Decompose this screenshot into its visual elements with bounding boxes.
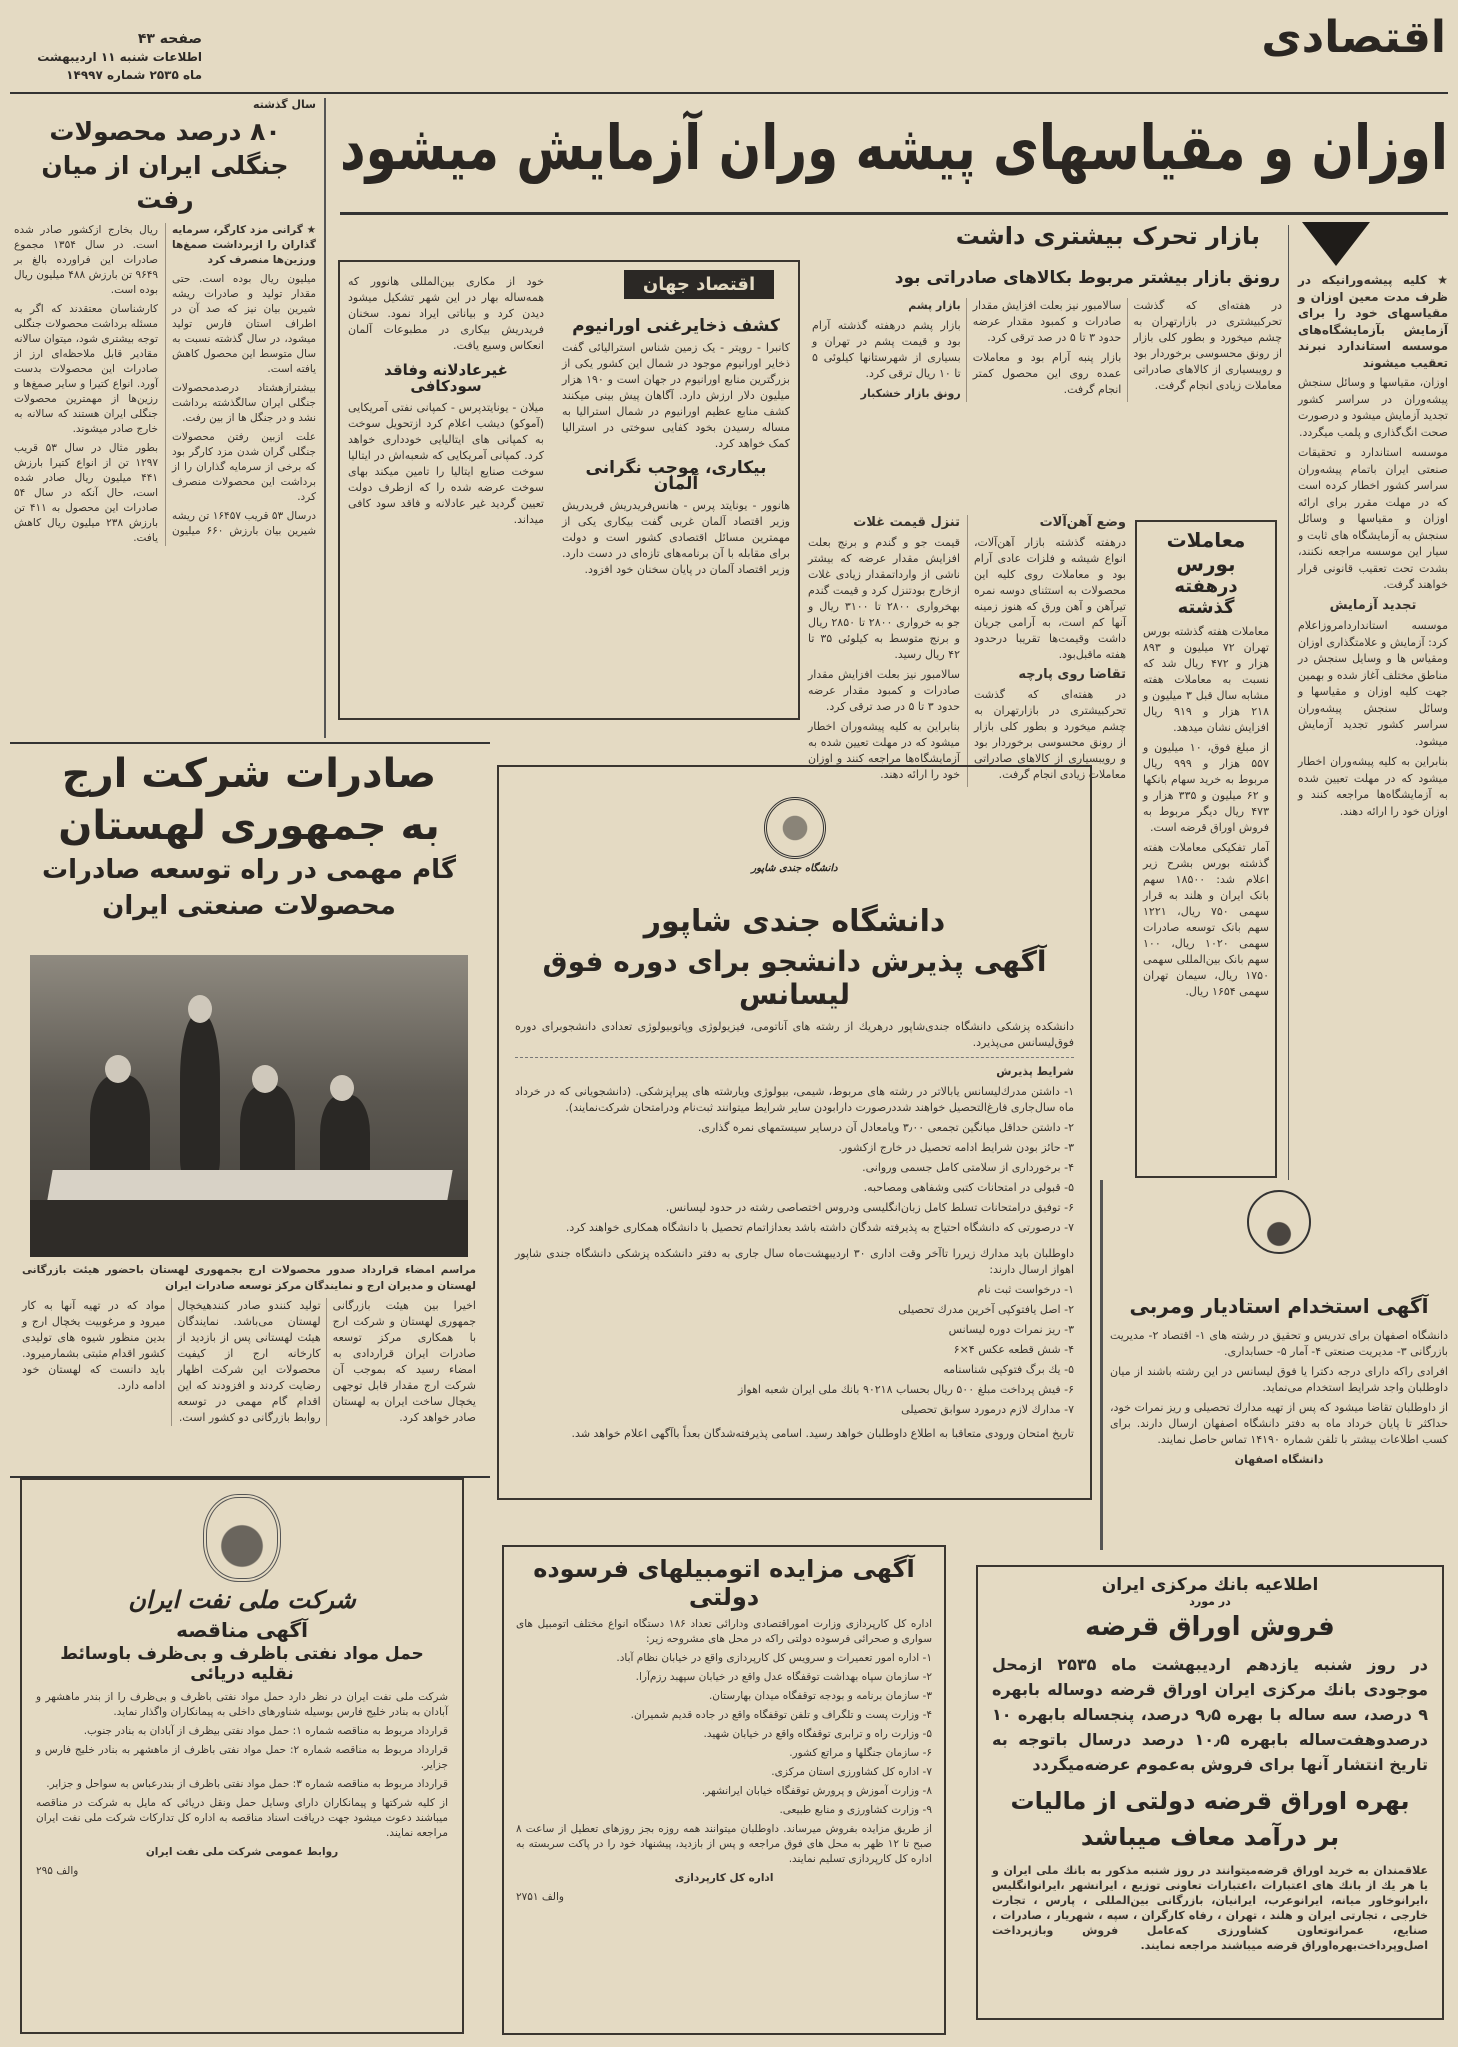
- paragraph: بازار پشم درهفته گذشته آرام بود و قیمت پشم در تهران و بسیاری از شهرستانها کیلوئی ۵ تا ۱۰ ریال ترقی کرد.: [812, 319, 961, 380]
- forest-kicker: سال گذشته: [252, 98, 316, 111]
- location-item: ۹- وزارت کشاورزی و منابع طبیعی.: [779, 1804, 932, 1816]
- location-item: ۲- سازمان سپاه بهداشت توقفگاه عدل واقع در خیابان سپهبد رزم‌آرا.: [635, 1671, 932, 1683]
- condition-item: ۲- داشتن حداقل میانگین تجمعی ۳٫۰۰ ویامعادل آن درسایر سیستمهای نمره گذاری.: [697, 1121, 1074, 1134]
- location-item: ۵- وزارت راه و ترابری توقفگاه واقع در خیابان شهید.: [703, 1728, 932, 1740]
- paragraph: قیمت جو و گندم و برنج بعلت افزایش مقدار عرضه که بیشتر ناشی از وارداتمقدار زیادی غلات ازخارج بودتنزل کرد و قیمت گندم بهخرواری ۲۸۰۰ تا ۳۱۰۰ ریال و جو به خرواری ۲۸۰۰ تا ۲۸۵۰ ریال و برنج متوسط به کیلوئی ۳۵ تا ۴۲ ریال رسید.: [808, 536, 961, 661]
- nioc-logo-icon: [203, 1494, 281, 1582]
- market-subhead-item: بازار پشم: [908, 299, 961, 312]
- paragraph: بیشترازهشتاد درصدمحصولات جنگلی ایران سالگذشته برداشت نشد و در جنگل ها از بین رفت.: [172, 382, 316, 424]
- market-subhead-item: تقاضا روی پارچه: [1018, 667, 1126, 682]
- page-number: صفحه ۴۳: [137, 31, 202, 47]
- paragraph: قرارداد مربوط به مناقصه شماره ۳: حمل مواد نفتی باظرف از بندرعباس به سواحل و جزایر.: [46, 1778, 448, 1790]
- condition-item: ۶- توفیق درامتحانات تسلط کامل زبان‌انگلیسی ودروس اختصاصی رشته در حدود لیسانس.: [665, 1201, 1074, 1214]
- condition-item: ۵- قبولی در امتحانات کتبی وشفاهی ومصاحبه.: [863, 1181, 1074, 1194]
- paragraph: از مبلغ فوق، ۱۰ میلیون و ۵۵۷ هزار و ۹۹۹ ریال مربوط به خرید سهام بانکها و ۶۲ میلیون و ۳۳۵ هزار و ۴۷۳ ریال دیگر مربوط به فروش اوراق قرضه است.: [1143, 741, 1269, 834]
- ad-intro: دانشکده پزشکی دانشگاه جندی‌شاپور درهریك از رشته های آناتومی، فیزیولوژی وپاتوبیولوژی تعدادی دانشجوبرای دوره فوق‌لیسانس می‌پذیرد.: [515, 1019, 1074, 1058]
- condition-item: ۱- داشتن مدرك‌لیسانس یابالاتر در رشته های مربوط، شیمی، بیولوژی ویارشته های پیراپزشکی. (دانشجویانی که در خرداد ماه سال‌جاری فارغ‌التحصیل خواهند شددرصورت دارابودن سایر شرایط میتوانند ثبت‌نام ودرامتحان شرکت‌نمایند).: [515, 1085, 1074, 1114]
- lead-story-body: [1298, 272, 1448, 824]
- market-subhead-item: وضع آهن‌آلات: [1039, 515, 1126, 530]
- section-logo: اقتصادی: [1261, 12, 1446, 63]
- nioc-footer: روابط عمومی شرکت ملی نفت ایران: [145, 1846, 339, 1858]
- nioc-subtitle: حمل مواد نفتی باظرف و بی‌ظرف باوسائط نقلیه دریائی: [60, 1644, 424, 1684]
- market-subhead-item: رونق بازار خشکبار: [860, 387, 961, 400]
- bank-emphasis-2: بر درآمد معاف میباشد: [1080, 1823, 1340, 1851]
- doc-item: ۳- ریز نمرات دوره لیسانس: [948, 1323, 1074, 1336]
- doc-item: ۴- شش قطعه عکس ۴×۶: [953, 1343, 1074, 1356]
- paragraph: تولید کنندو صادر کنندهیخچال لهستان می‌باشد. نمایندگان هیئت لهستانی پس از بازدید از کارخانه ارج از کیفیت محصولات این شرکت اظهار رضایت کردند و افزودند که این اقدام گام مهمی در توسعه روابط بازرگانی دو کشور است.: [177, 1299, 321, 1424]
- paragraph: موسسه استانداردامروزاعلام کرد: آزمایش و علامتگذاری اوزان ومقیاس ها و وسایل سنجش در مناطق مختلف آغاز شده و بهمین جهت کلیه اوزان و مقیاسها و وسائل سنجش پیشه‌وران سراسر کشور تجدید آزمایش میشود.: [1298, 619, 1448, 748]
- arj-story: [14, 748, 484, 924]
- paragraph: کارشناسان معتقدند که اگر به مسئله برداشت محصولات جنگلی توجه بیشتری شود، میتوان سالانه مقادیر قابل ملاحظه‌ای ارز از صادرات این محصولات بدست آورد. انواع کتیرا و سایر صمغ‌ها و رزین‌ها از مهمترین محصولات جنگلی ایران هستند که سالانه به خارج صادر میشوند.: [14, 303, 158, 435]
- location-item: ۴- وزارت پست و تلگراف و تلفن توقفگاه واقع در جاده قدیم شمیران.: [630, 1709, 932, 1721]
- location-item: ۱- اداره امور تعمیرات و سرویس کل کارپردازی واقع در خیابان نظام آباد.: [616, 1652, 932, 1664]
- arj-headline-1: صادرات شرکت ارج: [61, 751, 437, 797]
- bourse-box: [1135, 520, 1277, 1178]
- location-item: ۶- سازمان جنگلها و مراتع کشور.: [789, 1747, 932, 1759]
- conditions-title: شرایط پذیرش: [996, 1065, 1074, 1078]
- arj-subhead-1: گام مهمی در راه توسعه صادرات: [41, 855, 457, 885]
- paragraph: آمار تفکیکی معاملات هفته گذشته بورس بشرح زیر اعلام شد: ۱۸۵۰۰ سهم بانک ایران و هلند به قرار سهمی ۷۵۰ ریال، ۱۲۲۱ سهم بانک توسعه صادرات سهمی ۱۰۲۰ ریال، ۱۰۰ سهم بانک بین‌المللی سهمی ۱۷۵۰ ریال، سیمان تهران سهمی ۱۶۵۴ ریال.: [1143, 841, 1270, 998]
- paragraph: قرارداد مربوط به مناقصه شماره ۲: حمل مواد نفتی باظرف از ماهشهر به بنادر خلیج فارس و جزایر.: [36, 1744, 448, 1771]
- folio: [22, 30, 202, 84]
- nioc-code: والف ۲۹۵: [36, 1865, 79, 1877]
- university-seal-icon: [764, 797, 826, 859]
- column-divider: [1100, 1180, 1103, 1550]
- forest-bullet: ★ گرانی مزد کارگر، سرمایه گذاران را ازبرداشت صمغ‌ها ورزین‌ها منصرف کرد: [172, 224, 316, 266]
- docs-intro: داوطلبان باید مدارك زیررا تاآخر وقت اداری ۳۰ اردیبهشت‌ماه سال جاری به دفتر دانشکده پزشکی دانشگاه جندی شاپور اهواز ارسال دارند:: [515, 1247, 1074, 1276]
- paragraph: دانشگاه اصفهان برای تدریس و تحقیق در رشته های ۱- اقتصاد ۲- مدیریت بازرگانی ۳- مدیریت صنعتی ۴- آمار ۵- حسابداری.: [1110, 1329, 1448, 1358]
- forest-body: [14, 223, 316, 546]
- market-body-lower: [808, 515, 1126, 787]
- headline-rule: [340, 212, 1448, 215]
- auction-code: والف ۲۷۵۱: [516, 1891, 564, 1903]
- paragraph: معاملات هفته گذشته بورس تهران ۷۲ میلیون و ۸۹۳ هزار و ۴۷۲ ریال شد که نسبت به معاملات هفته مشابه سال قبل ۳ میلیون و ۲۱۸ هزار و ۹۱۹ ریال افزایش نشان میدهد.: [1143, 625, 1269, 734]
- bank-body: در روز شنبه یازدهم اردیبهشت ماه ۲۵۳۵ ازمحل موجودی بانك مركزی ایران اوراق قرضه دوساله بابهره ۹ درصد، سه ساله با بهره ۹٫۵ درصد، پنجساله بابهره ۱۰ درصدوهفت‌ساله بابهره ۱۰٫۵ درصد درسال باتوجه به تاریخ انتشار آنها برای فروش به‌عموم عرضه‌میگردد: [992, 1655, 1429, 1774]
- main-headline-container: [340, 98, 1448, 198]
- location-item: ۸- وزارت آموزش و پرورش توقفگاه خیابان ایرانشهر.: [701, 1785, 932, 1797]
- nioc-ad: [20, 1478, 464, 2034]
- bank-subject: فروش اوراق قرضه: [1085, 1612, 1335, 1642]
- doc-item: ۲- اصل یافتوکپی آخرین مدرك تحصیلی: [898, 1303, 1074, 1316]
- paragraph: از داوطلبان تقاضا میشود که پس از تهیه مدارك تحصیلی و ریز نمرات خود، حداکثر تا پایان خرداد ماه به دفتر دانشگاه اصفهان ارسال دارند. برای کسب اطلاعات بیشتر با تلفن شماره ۱۴۱۹۰ تماس حاصل نمایند.: [1110, 1401, 1448, 1446]
- world-headline: غیرعادلانه وفاقد سودکافی: [384, 361, 508, 395]
- issue-line: ماه ۲۵۳۵ شماره ۱۴۹۹۷: [66, 68, 202, 82]
- market-headline: بازار تحرک بیشتری داشت: [955, 222, 1260, 250]
- doc-item: ۱- درخواست ثبت نام: [977, 1283, 1074, 1296]
- paragraph: سالامبور نیز بعلت افزایش مقدار صادرات و کمبود مقدار عرضه حدود ۳ تا ۵ در صد ترقی کرد.: [972, 299, 1122, 344]
- world-headline: کشف ذخایرغنی اورانیوم: [572, 316, 780, 336]
- column-divider: [324, 98, 326, 738]
- auction-signature: اداره کل کارپردازی: [674, 1872, 774, 1884]
- world-headline: بیکاری، موجب نگرانی آلمان: [585, 458, 767, 494]
- paragraph: مواد که در تهیه آنها به کار میرود و مرغوبیت یخچال ارج و بدین منظور شیوه های تولیدی کشور اقدام مثبتی بشمارمیرود. باید دانست که لهستان خود ادامه دارد.: [22, 1299, 166, 1392]
- paragraph: در هفته‌ای که گذشت تحرکبیشتری در بازارتهران به چشم میخورد و بطور کلی بازار از رونق محسوسی برخوردار بود و رویبسیاری از کالاهای صادراتی معاملات زیادی انجام گرفت.: [974, 688, 1126, 781]
- date-line: اطلاعات شنبه ۱۱ اردیبهشت: [37, 50, 202, 64]
- bourse-title: معاملات بورس: [1166, 528, 1246, 576]
- column-divider: [1288, 225, 1289, 1180]
- doc-item: ۶- فیش پرداخت مبلغ ۵۰۰ ریال بحساب ۹۰۲۱۸ بانك ملی ایران شعبه اهواز: [738, 1383, 1074, 1396]
- auction-title: آگهی مزایده اتومبیلهای فرسوده دولتی: [533, 1555, 915, 1611]
- bank-footer: علاقمندان به خرید اوراق قرضه‌میتوانند در روز شنبه مذکور به بانك ملی ایران و یا هر یك از بانك های اعتبارات ،اعتبارات تعاونی توزیع ، ایرانشهر ،ایرانوانگلیس ،ایرانوخاور میانه، ایرانوعرب، ایرانیان، بازرگانی بین‌المللی ، پارس ، تجارت خارجی ، تجارتی ایران و هلند ، تهران ، رفاه کارگران ، سپه ، شهریار ، صادرات ، صنایع، عمرانوتعاون کشاورزی که‌عامل فروش وبازپرداخت اصل‌وپرداخت‌بهره‌اوراق قرضه میباشند مراجعه نمایند.: [992, 1864, 1428, 1952]
- paragraph: اخیرا بین هیئت بازرگانی جمهوری لهستان و شرکت ارج با همکاری مرکز توسعه صادرات ایران قراردادی به امضاء رسید که بموجب آن شرکت ارج مقدار قابل توجهی یخچال ساخت ایران به لهستان صادر خواهد کرد.: [332, 1299, 476, 1424]
- paragraph: قرارداد مربوط به مناقصه شماره ۱: حمل مواد نفتی بیظرف از آبادان به بنادر جنوب.: [83, 1725, 448, 1737]
- paragraph: اداره کل کارپردازی وزارت اموراقتصادی ودارائی تعداد ۱۸۶ دستگاه انواع مختلف اتومبیل های سواری و صحرائی فرسوده دولتی راکه در محل های مشروحه زیر:: [516, 1618, 932, 1645]
- paragraph: از طریق مزایده بفروش میرساند. داوطلبان میتوانند همه روزه بجز روزهای تعطیل از ساعت ۸ صبح تا ۱۲ ظهر به محل های فوق مراجعه و پس از بازدید، پیشنهاد خود را در پاکت سربسته به اداره کل کارپردازی تسلیم نمایند.: [516, 1823, 932, 1865]
- paragraph: خود از مکاری بین‌المللی هانوور که همه‌ساله بهار در این شهر تشکیل میشود دیدن کرد و بیاناتی ایراد نمود. سخنان فریدریش بیکاری در مطبوعات آلمان انعکاس وسیع یافت.: [348, 275, 544, 352]
- lead-subhead: تجدید آزمایش: [1329, 597, 1417, 613]
- arj-subhead-2: محصولات صنعتی ایران: [102, 891, 396, 921]
- nioc-title: آگهی مناقصه: [176, 1618, 308, 1642]
- paragraph: میلان - یونایتدپرس - کمپانی نفتی آمریکایی (آموکو) دیشب اعلام کرد ازتحویل سوخت به کمپانی های ایتالیایی خودداری خواهد کرد. کمپانی آمریکایی که شعبه‌اش در ایتالیا سوخت صنایع ایتالیا را تامین میکند بهای سوخت عرضه شده را که ازطرف دولت تعیین گردید غیر عادلانه و فاقد سود کافی میداند.: [348, 401, 544, 526]
- arj-headline-2: به جمهوری لهستان: [58, 803, 440, 849]
- paragraph: درهفته گذشته بازار آهن‌آلات، انواع شیشه و فلزات عادی آرام بود و معاملات روی کلیه این محصولات به استثنای دوسه نمره تیرآهن و آهن ورق که هنوز زمینه آنها کم است، به آرامی جریان داشت وقیمت‌ها تقریبا درحدود هفته ماقبل‌بود.: [974, 536, 1126, 661]
- condition-item: ۳- حائز بودن شرایط ادامه تحصیل در خارج ازکشور.: [838, 1141, 1074, 1154]
- bank-emphasis-1: بهره اوراق قرضه دولتی از مالیات: [1010, 1787, 1410, 1815]
- section-rule: [10, 742, 490, 744]
- nioc-company-name: شرکت ملی نفت ایران: [128, 1586, 356, 1614]
- paragraph: علت ازبین رفتن محصولات جنگلی گران شدن مزد کارگر بود که برخی از سرمایه گذاران را از برداشت این محصولات منصرف کرد.: [172, 431, 316, 503]
- ad-title: دانشگاه جندی شاپور: [643, 904, 946, 939]
- paragraph: هانوور - یونایتد پرس - هانس‌فریدریش فریدریش وزیر اقتصاد آلمان غربی گفت بیکاری یکی از مهمترین مسائل اقتصادی کشور است و دولت برای مقابله با آن برنامه‌های تازه‌ای در دست دارد. وزیر اقتصاد آلمان در پایان سخنان خود افزود.: [562, 499, 790, 576]
- condition-item: ۴- برخورداری از سلامتی کامل جسمی وروانی.: [862, 1161, 1074, 1174]
- paragraph: در هفته‌ای که گذشت تحرکبیشتری در بازارتهران به چشم میخورد و بطور کلی بازار از رونق محسوسی برخوردار بود و رویبسیاری از کالاهای صادراتی معاملات زیادی انجام گرفت.: [1133, 299, 1282, 392]
- doc-item: ۷- مدارك لازم درمورد سوابق تحصیلی: [901, 1403, 1074, 1416]
- location-item: ۳- سازمان برنامه و بودجه توقفگاه میدان بهارستان.: [708, 1690, 932, 1702]
- market-body: [812, 298, 1282, 402]
- down-arrow-icon: [1302, 222, 1370, 266]
- market-subhead-item: تنزل قیمت غلات: [853, 515, 960, 530]
- paragraph: بطور مثال در سال ۵۳ قریب ۱۲۹۷ تن از انواع کتیرا بارزش ۴۴۱ میلیون ریال صادر شده است، حال آنکه در سال ۵۴ صادرات این محصول به ۴۱۱ تن بارزش ۲۳۸ میلیون ریال کاهش یافت.: [14, 442, 158, 544]
- forest-story: [14, 98, 316, 546]
- paragraph: موسسه استاندارد و تحقیقات صنعتی ایران باتمام پیشه‌وران سراسر کشور اخطار کرده است که در مهلت مقرر برای ارائه اوزان و مقیاسها و وسائل سنجش به آزمایشگاه های ثابت و سیار این موسسه مراجعه نکنند، بشدت تحت تعقیب قانونی قرار خواهند گرفت.: [1298, 446, 1448, 591]
- world-economy-box: [338, 260, 800, 720]
- forest-headline: ۸۰ درصد محصولات جنگلی ایران از میان رفت: [41, 117, 289, 214]
- paragraph: بازار پنبه آرام بود و معاملات عمده روی این محصول کمتر انجام گرفت.: [972, 351, 1122, 396]
- bank-title: اطلاعیه بانك مركزی ایران: [1101, 1575, 1319, 1595]
- bourse-subtitle: درهفته گذشته: [1174, 576, 1238, 618]
- paragraph: بنابراین به کلیه پیشه‌وران اخطار میشود که در مهلت تعیین شده به آزمایشگاه‌ها مراجعه کنند و اوزان خود را ارائه دهند.: [808, 720, 960, 781]
- paragraph: سالامبور نیز بعلت افزایش مقدار صادرات و کمبود مقدار عرضه حدود ۳ تا ۵ در صد ترقی کرد.: [808, 668, 960, 713]
- jundishapur-ad: [497, 765, 1092, 1500]
- paragraph: از کلیه شرکتها و پیمانکاران دارای وسایل حمل ونقل دریائی که مایل به شرکت در مناقصه میباشند دعوت میشود جهت دریافت اسناد مناقصه به اداره کل تدارکات شرکت ملی نفت ایران مراجعه نمایند.: [36, 1797, 448, 1839]
- seal-caption: دانشگاه جندی شاپور: [751, 863, 838, 874]
- doc-item: ۵- یك برگ فتوکپی شناسنامه: [943, 1363, 1074, 1376]
- paragraph: شرکت ملی نفت ایران در نظر دارد حمل مواد نفتی باظرف و بی‌ظرف را از بندر ماهشهر و آبادان به بنادر خلیج فارس بوسیله شناورهای داخلی به پیمانکاران واگذار نماید.: [36, 1691, 448, 1718]
- ad-footer: تاریخ امتحان ورودی متعاقبا به اطلاع داوطلبان خواهد رسید. اسامی پذیرفته‌شدگان بعداً باآگهی اعلام خواهد شد.: [571, 1427, 1074, 1440]
- bank-about: در مورد: [1189, 1595, 1231, 1608]
- auction-ad: [502, 1545, 946, 2035]
- paragraph: اوزان، مقیاسها و وسائل سنجش پیشه‌وران در سراسر کشور تجدید آزمایش میشود و درصورت صحت انگ‌گذاری و پلمب میگردد.: [1298, 376, 1448, 439]
- isfahan-signature: دانشگاه اصفهان: [1234, 1453, 1324, 1466]
- paragraph: درسال ۵۳ قریب ۱۶۴۵۷ تن ریشه شیرین بیان بارزش ۶۶۰ میلیون ریال بخارج ازکشور صادر شده است. در سال ۱۳۵۴ مجموع صادرات این فراورده بالغ بر ۹۶۴۹ تن بارزش ۴۸۸ میلیون ریال بوده است.: [14, 224, 316, 537]
- condition-item: ۷- درصورتی که دانشگاه احتیاج به پذیرفته شدگان داشته باشد بعدازاتمام تحصیل با دانشگاه همکاری خواهند کرد.: [565, 1221, 1074, 1234]
- paragraph: افرادی راکه دارای درجه دکترا یا فوق لیسانس در این رشته باشند از میان داوطلبان واجد شرایط استخدام می‌نماید.: [1110, 1365, 1448, 1394]
- signing-ceremony-photo: [30, 955, 468, 1257]
- ad-subtitle: آگهی پذیرش دانشجو برای دوره فوق لیسانس: [542, 945, 1047, 1011]
- market-subhead: رونق بازار بیشتر مربوط بکالاهای صادراتی بود: [894, 268, 1280, 288]
- world-section-label: اقتصاد جهان: [624, 270, 774, 299]
- central-bank-ad: [976, 1565, 1444, 2020]
- paragraph: میلیون ریال بوده است. حتی مقدار تولید و صادرات ریشه شیرین بیان نیز که صد آن در اطراف استان فارس تولید میشود، در سال گذشته نسبت به سال متوسط این محصول کاهش یافته است.: [172, 273, 316, 375]
- lead-bullet: ★ کلیه پیشه‌ورانیکه در ظرف مدت معین اوزان و مقیاسهای خود را برای آزمایش بآزمایشگاه‌های موسسه استاندارد نبرند تعقیب میشوند: [1298, 273, 1448, 370]
- masthead-rule: [10, 92, 1448, 94]
- paragraph: کانبرا - رویتر - یک زمین شناس استرالیائی گفت ذخایر اورانیوم موجود در شمال این کشور یکی از بزرگترین منابع اورانیوم در جهان است و ۱۹۰ هزار میلیون دلار ارزش دارد. آگاهان پیش بینی میکنند کشف منابع عظیم اورانیوم در شمال استرالیا به مساله رسیدن بخود کفایی سوختی در استرالیا کمک خواهد کرد.: [562, 341, 790, 450]
- main-headline: اوزان و مقیاسهای پیشه وران آزمایش میشود: [340, 111, 1448, 184]
- isfahan-title: آگهی استخدام استادیار ومربی: [1129, 1294, 1429, 1318]
- location-item: ۷- اداره کل کشاورزی استان مرکزی.: [771, 1766, 932, 1778]
- arj-body: [22, 1298, 476, 1426]
- photo-caption: مراسم امضاء قرارداد صدور محصولات ارج بجمهوری لهستان باحضور هیئت بازرگانی لهستان و مدیران ارج و نمایندگان مرکز توسعه صادرات ایران: [22, 1264, 476, 1292]
- isfahan-ad: [1110, 1190, 1448, 1535]
- paragraph: بنابراین به کلیه پیشه‌وران اخطار میشود که در مهلت تعیین شده به آزمایشگاه‌ها مراجعه کنند و اوزان خود را ارائه دهند.: [1298, 755, 1448, 818]
- university-seal-icon: [1247, 1190, 1311, 1254]
